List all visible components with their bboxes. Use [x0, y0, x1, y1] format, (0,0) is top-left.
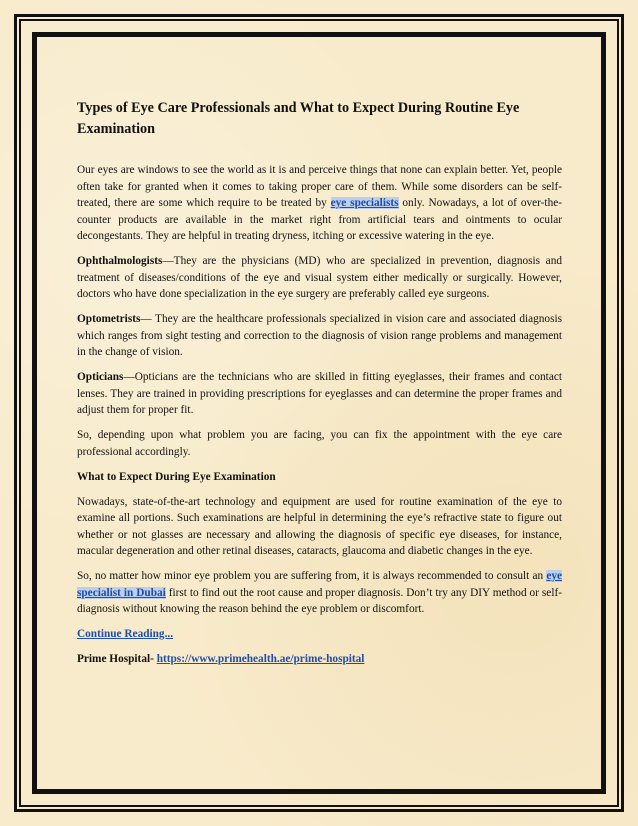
- consult-text-after: first to find out the root cause and proper diagnosis. Don’t try any DIY method or self-diagnosis without knowing the reason behind the eye problem or discomfort.: [77, 586, 562, 615]
- continue-reading-link[interactable]: Continue Reading...: [77, 628, 174, 640]
- depending-paragraph: So, depending upon what problem you are facing, you can fix the appointment with the eye care professional accordingly.: [77, 429, 562, 458]
- footer-label: Prime Hospital-: [77, 653, 157, 665]
- optometrists-text: — They are the healthcare professionals specialized in vision care and associated diagnosis which ranges from sight testing and correction to the diagnosis of vision range problems and management in the change of vision.: [77, 313, 562, 358]
- ophthalmologists-term: Ophthalmologists: [77, 255, 163, 267]
- consult-text-before: So, no matter how minor eye problem you are suffering from, it is always recommended to consult an: [77, 570, 547, 582]
- eye-specialists-link[interactable]: eye specialists: [330, 197, 399, 209]
- opticians-paragraph: [77, 369, 562, 419]
- prime-hospital-url-link[interactable]: https://www.primehealth.ae/prime-hospital: [156, 653, 365, 665]
- subheading-text: What to Expect During Eye Examination: [77, 470, 276, 483]
- intro-text-after: only. Nowadays, a lot of over-the-counter products are available in the market right from artificial tears and ointments to ocular decongestants. They are helpful in treating dryness, itching or excessive watering in the eye.: [77, 197, 562, 242]
- ophthalmologists-text: —They are the physicians (MD) who are specialized in prevention, diagnosis and treatment of diseases/conditions of the eye and visual system either medically or surgically. However, doctors who have done specialization in the eye surgery are preferably called eye surgeons.: [77, 255, 562, 300]
- eye-specialist-dubai-link[interactable]: eye specialist in Dubai: [77, 570, 562, 599]
- ophthalmologists-paragraph: [77, 253, 562, 303]
- optometrists-paragraph: [77, 311, 562, 361]
- examination-paragraph: Nowadays, state-of-the-art technology and equipment are used for routine examination of the eye to examine all portions. Such examinations are helpful in determining the eye’s refractive state to figure out whether or not glasses are necessary and allowing the diagnosis of specific eye diseases, for instance, macular degeneration and other retinal diseases, cataracts, glaucoma and diabetic changes in the eye.: [77, 495, 562, 557]
- optometrists-term: Optometrists: [77, 313, 141, 325]
- intro-paragraph: [77, 162, 562, 245]
- article-title: Types of Eye Care Professionals and What to Expect During Routine Eye Examination: [77, 100, 520, 137]
- consult-paragraph: [77, 568, 562, 618]
- intro-text-before: Our eyes are windows to see the world as it is and perceive things that none can explain better. Yet, people often take for granted when it comes to taking proper care of them. While some disorders can be self-treated, there are some which require to be treated by: [77, 164, 562, 209]
- opticians-text: —Opticians are the technicians who are skilled in fitting eyeglasses, their frames and contact lenses. They are trained in providing prescriptions for eyeglasses and can determine the proper frames and adjust them for proper fit.: [77, 371, 562, 416]
- continue-reading-paragraph: [77, 626, 562, 643]
- footer-line: [77, 651, 562, 668]
- section-subheading: [77, 469, 562, 486]
- opticians-term: Opticians: [77, 371, 124, 383]
- article-body: [77, 98, 562, 676]
